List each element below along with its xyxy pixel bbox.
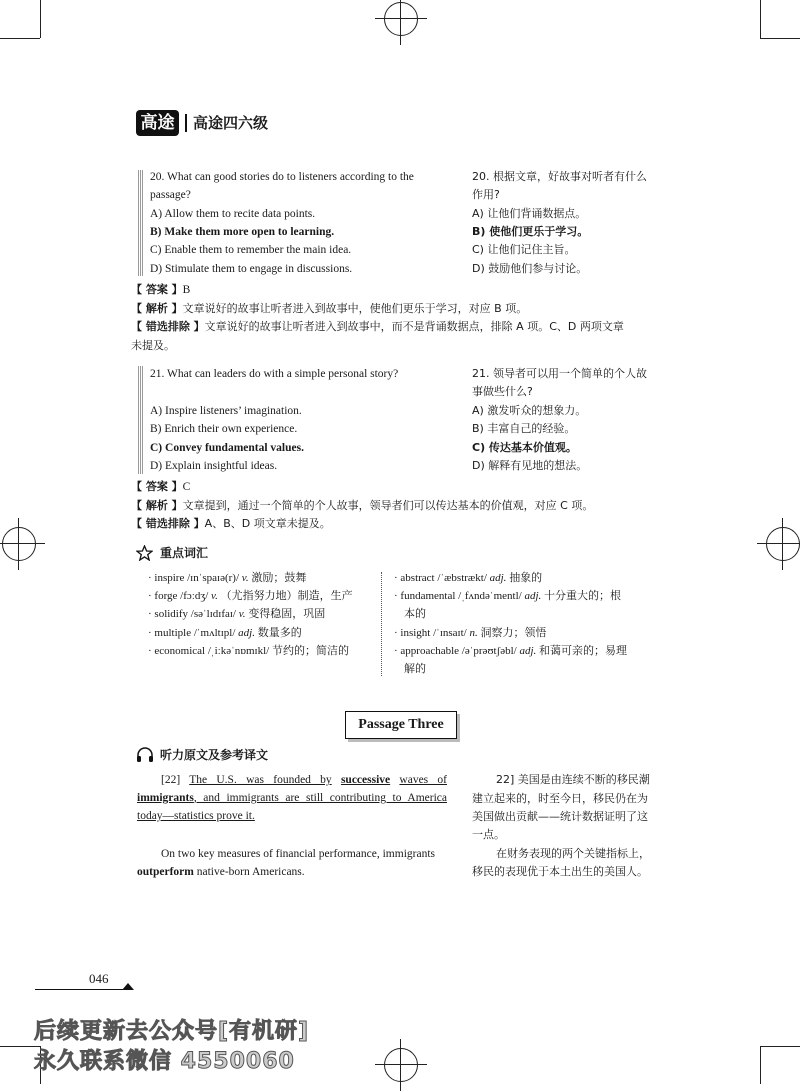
q21-answer: 【 答案 】C xyxy=(131,480,191,493)
registration-mark-bottom xyxy=(384,1048,418,1082)
q20-answer: 【 答案 】B xyxy=(131,283,191,296)
q21-exclusion: 【 错选排除 】A、B、D 项文章未提及。 xyxy=(131,517,331,530)
q20-exclusion-cont: 未提及。 xyxy=(131,339,175,352)
vocab-item: · solidify /səˈlɪdɪfaɪ/ v. 变得稳固，巩固 xyxy=(148,607,326,620)
q20-option-b: B) Make them more open to learning. xyxy=(150,226,335,238)
q20-exclusion: 【 错选排除 】文章说好的故事让听者进入到故事中，而不是背诵数据点，排除 A 项。C、D 两项文章 xyxy=(131,320,624,333)
vocab-item: · approachable /əˈprəʊtʃəbl/ adj. 和蔼可亲的；易理 xyxy=(394,644,628,657)
vocab-item: · multiple /ˈmʌltɪpl/ adj. 数量多的 xyxy=(148,626,302,639)
vocab-item: · economical /ˌiːkəˈnɒmɪkl/ 节约的；简洁的 xyxy=(148,644,349,657)
footer-rule xyxy=(35,989,133,990)
q21-option-a: A) Inspire listeners’ imagination. xyxy=(150,405,302,417)
vocab-item: · insight /ˈɪnsaɪt/ n. 洞察力；领悟 xyxy=(394,626,547,639)
watermark-line-1: 后续更新去公众号[有机研] xyxy=(34,1019,310,1044)
q21-option-b: B) Enrich their own experience. xyxy=(150,423,298,435)
q21-stem: 21. What can leaders do with a simple personal story? xyxy=(150,368,399,380)
q20-stem-cn-1: 20. 根据文章，好故事对听者有什么 xyxy=(472,170,647,183)
q20-stem-2: passage? xyxy=(150,189,191,201)
headphones-icon xyxy=(136,747,154,768)
vocab-item-cont: 解的 xyxy=(404,662,426,675)
star-icon xyxy=(136,545,153,566)
q21-analysis: 【 解析 】文章提到，通过一个简单的个人故事，领导者们可以传达基本的价值观，对应 C 项。 xyxy=(131,499,594,512)
q21-option-d-cn: D) 解释有见地的想法。 xyxy=(472,459,588,472)
q21-option-b-cn: B) 丰富自己的经验。 xyxy=(472,422,576,435)
vocab-item: · forge /fɔːdʒ/ v. （尤指努力地）制造，生产 xyxy=(148,589,353,602)
page-number: 046 xyxy=(89,971,109,986)
vocab-title: 重点词汇 xyxy=(160,546,209,560)
q20-analysis: 【 解析 】文章说好的故事让听者进入到故事中，使他们更乐于学习，对应 B 项。 xyxy=(131,302,528,315)
q20-option-c-cn: C) 让他们记住主旨。 xyxy=(472,243,576,256)
passage-paragraph-1: [22] The U.S. was founded by successive waves of immigrants, and immigrants are still contributing to America today—statistics prove it. xyxy=(137,774,447,822)
q21-option-d: D) Explain insightful ideas. xyxy=(150,460,278,472)
q21-option-a-cn: A) 激发听众的想象力。 xyxy=(472,404,587,417)
q21-stem-cn-1: 21. 领导者可以用一个简单的个人故 xyxy=(472,367,647,380)
logo: 高途 xyxy=(136,110,179,136)
q20-stem-1: 20. What can good stories do to listeners according to the xyxy=(150,171,414,183)
vocab-item: · fundamental /ˌfʌndəˈmentl/ adj. 十分重大的；根 xyxy=(394,589,621,602)
logo-divider xyxy=(185,114,187,132)
q20-stem-cn-2: 作用? xyxy=(472,188,500,201)
passage-paragraph-2: On two key measures of financial performance, immigrants outperform native-born Americans. xyxy=(137,848,435,878)
q20-option-c: C) Enable them to remember the main idea. xyxy=(150,244,352,256)
question-20-bar xyxy=(138,170,144,276)
vocab-item-cont: 本的 xyxy=(404,607,426,620)
triangle-icon xyxy=(122,983,134,990)
q21-option-c-cn: C) 传达基本价值观。 xyxy=(472,441,577,454)
brand-name: 高途四六级 xyxy=(193,114,269,132)
watermark-line-2: 永久联系微信 4550060 xyxy=(34,1049,295,1074)
q20-option-a: A) Allow them to recite data points. xyxy=(150,208,316,220)
registration-mark-top xyxy=(384,2,418,36)
q20-option-b-cn: B) 使他们更乐于学习。 xyxy=(472,225,589,238)
registration-mark-left xyxy=(2,527,36,561)
q20-option-d: D) Stimulate them to engage in discussions. xyxy=(150,263,353,275)
vocab-item: · abstract /ˈæbstrækt/ adj. 抽象的 xyxy=(394,571,543,584)
registration-mark-right xyxy=(766,527,800,561)
q20-option-a-cn: A) 让他们背诵数据点。 xyxy=(472,207,587,220)
section-title: 听力原文及参考译文 xyxy=(160,748,269,762)
vocab-divider xyxy=(381,572,382,676)
question-21-bar xyxy=(138,366,144,474)
q21-stem-cn-2: 事做些什么? xyxy=(472,385,533,398)
q20-option-d-cn: D) 鼓励他们参与讨论。 xyxy=(472,262,588,275)
passage-title: Passage Three xyxy=(345,711,457,739)
vocab-item: · inspire /ɪnˈspaɪə(r)/ v. 激励；鼓舞 xyxy=(148,571,307,584)
q21-option-c: C) Convey fundamental values. xyxy=(150,442,304,454)
